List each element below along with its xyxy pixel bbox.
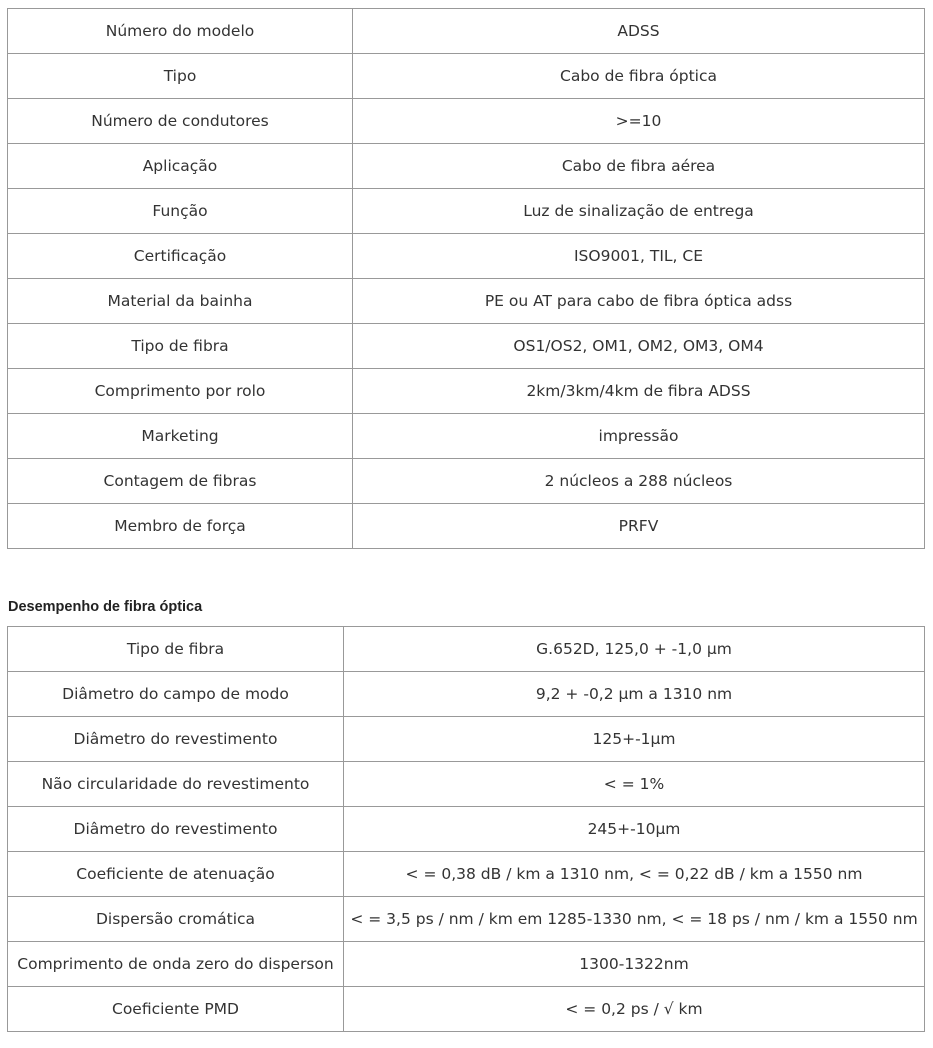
spec-table xyxy=(7,8,925,549)
performance-value: 245+-10μm xyxy=(344,807,925,852)
table-row xyxy=(8,234,925,279)
performance-label: Diâmetro do revestimento xyxy=(8,717,344,762)
spec-value: impressão xyxy=(353,414,925,459)
spec-value: Cabo de fibra óptica xyxy=(353,54,925,99)
table-row xyxy=(8,852,925,897)
spec-value: ISO9001, TIL, CE xyxy=(353,234,925,279)
table-row xyxy=(8,717,925,762)
table-row xyxy=(8,459,925,504)
spec-label: Comprimento por rolo xyxy=(8,369,353,414)
spec-label: Tipo xyxy=(8,54,353,99)
spec-value: ADSS xyxy=(353,9,925,54)
spec-label: Certificação xyxy=(8,234,353,279)
table-row xyxy=(8,54,925,99)
performance-label: Tipo de fibra xyxy=(8,627,344,672)
table-row xyxy=(8,987,925,1032)
table-row xyxy=(8,504,925,549)
table-row xyxy=(8,99,925,144)
table-row xyxy=(8,942,925,987)
spec-value: Luz de sinalização de entrega xyxy=(353,189,925,234)
table-row xyxy=(8,279,925,324)
spec-value: PE ou AT para cabo de fibra óptica adss xyxy=(353,279,925,324)
performance-value: 1300-1322nm xyxy=(344,942,925,987)
table-row xyxy=(8,144,925,189)
spec-value: PRFV xyxy=(353,504,925,549)
table-row xyxy=(8,189,925,234)
spec-value: Cabo de fibra aérea xyxy=(353,144,925,189)
spec-value: 2km/3km/4km de fibra ADSS xyxy=(353,369,925,414)
performance-label: Comprimento de onda zero do disperson xyxy=(8,942,344,987)
table-row xyxy=(8,414,925,459)
table-row xyxy=(8,672,925,717)
performance-value: < = 0,2 ps / √ km xyxy=(344,987,925,1032)
table-row xyxy=(8,762,925,807)
performance-label: Diâmetro do revestimento xyxy=(8,807,344,852)
spec-label: Número do modelo xyxy=(8,9,353,54)
performance-value: < = 1% xyxy=(344,762,925,807)
performance-label: Coeficiente de atenuação xyxy=(8,852,344,897)
spec-label: Marketing xyxy=(8,414,353,459)
spec-label: Tipo de fibra xyxy=(8,324,353,369)
spec-value: >=10 xyxy=(353,99,925,144)
performance-label: Não circularidade do revestimento xyxy=(8,762,344,807)
spec-label: Contagem de fibras xyxy=(8,459,353,504)
spec-label: Material da bainha xyxy=(8,279,353,324)
performance-value: < = 3,5 ps / nm / km em 1285-1330 nm, < = 18 ps / nm / km a 1550 nm xyxy=(344,897,925,942)
table-row xyxy=(8,807,925,852)
spec-value: OS1/OS2, OM1, OM2, OM3, OM4 xyxy=(353,324,925,369)
performance-value: 9,2 + -0,2 μm a 1310 nm xyxy=(344,672,925,717)
table-row xyxy=(8,369,925,414)
performance-value: G.652D, 125,0 + -1,0 μm xyxy=(344,627,925,672)
performance-table xyxy=(7,626,925,1032)
spec-value: 2 núcleos a 288 núcleos xyxy=(353,459,925,504)
performance-value: < = 0,38 dB / km a 1310 nm, < = 0,22 dB / km a 1550 nm xyxy=(344,852,925,897)
spec-label: Aplicação xyxy=(8,144,353,189)
performance-label: Dispersão cromática xyxy=(8,897,344,942)
table-row xyxy=(8,627,925,672)
spec-label: Número de condutores xyxy=(8,99,353,144)
section-title: Desempenho de fibra óptica xyxy=(8,599,203,615)
table-row xyxy=(8,897,925,942)
table-row xyxy=(8,324,925,369)
performance-label: Diâmetro do campo de modo xyxy=(8,672,344,717)
table-row xyxy=(8,9,925,54)
performance-value: 125+-1μm xyxy=(344,717,925,762)
spec-label: Função xyxy=(8,189,353,234)
performance-label: Coeficiente PMD xyxy=(8,987,344,1032)
spec-label: Membro de força xyxy=(8,504,353,549)
